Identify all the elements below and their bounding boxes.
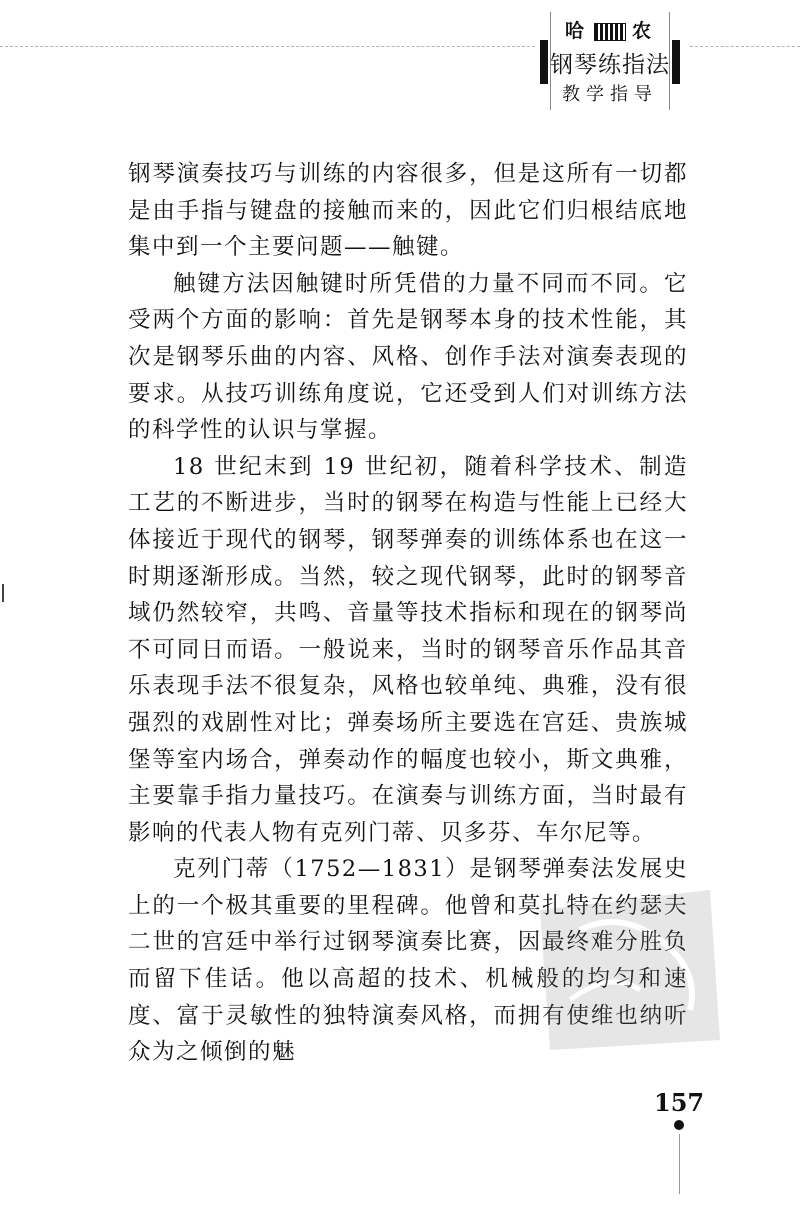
series-top-left: 哈 [564,20,588,42]
paragraph-4: 克列门蒂（1752—1831）是钢琴弹奏法发展史上的一个极其重要的里程碑。他曾和莫扎特在约瑟夫二世的宫廷中举行过钢琴演奏比赛，因最终难分胜负而留下佳话。他以高超的技术、机械般的均匀和速度、富于灵敏性的独特演奏风格，而拥有使维也纳听众为之倾倒的魅 [128,856,688,1066]
library-stamp-watermark [520,890,730,1050]
page-dot [674,1120,684,1130]
paragraph-1: 钢琴演奏技巧与训练的内容很多，但是这所有一切都是由手指与键盘的接触而来的，因此它们归根结底地集中到一个主要问题——触键。 [128,161,688,261]
header-rule-left [0,46,535,47]
paragraph-3: 18 世纪末到 19 世纪初，随着科学技术、制造工艺的不断进步，当时的钢琴在构造与性能上已经大体接近于现代的钢琴，钢琴弹奏的训练体系也在这一时期逐渐形成。当然，较之现代钢琴，此时的钢琴音域仍然较窄，共鸣、音量等技术指标和现在的钢琴尚不可同日而语。一般说来，当时的钢琴音乐作品其音乐表现手法不很复杂，风格也较单纯、典雅，没有很强烈的戏剧性对比；弹奏场所主要选在宫廷、贵族城堡等室内场合，弹奏动作的幅度也较小，斯文典雅，主要靠手指力量技巧。在演奏与训练方面，当时最有影响的代表人物有克列门蒂、贝多芬、车尔尼等。 [128,453,688,846]
page-number: 157 [654,1088,705,1117]
series-top-right: 农 [632,20,656,42]
scan-edge-mark [2,584,4,602]
paragraph-2: 触键方法因触键时所凭借的力量不同而不同。它受两个方面的影响：首先是钢琴本身的技术性能，其次是钢琴乐曲的内容、风格、创作手法对演奏表现的要求。从技巧训练角度说，它还受到人们对训练方法的科学性的认识与掌握。 [128,270,688,444]
series-header [540,10,680,110]
header-rule-right [690,46,800,47]
series-title: 钢琴练指法 [550,52,670,78]
series-subtitle: 教学指导 [562,84,658,105]
piano-keys-icon [594,23,626,41]
series-top-line [540,16,680,43]
page-rule [679,1134,680,1194]
